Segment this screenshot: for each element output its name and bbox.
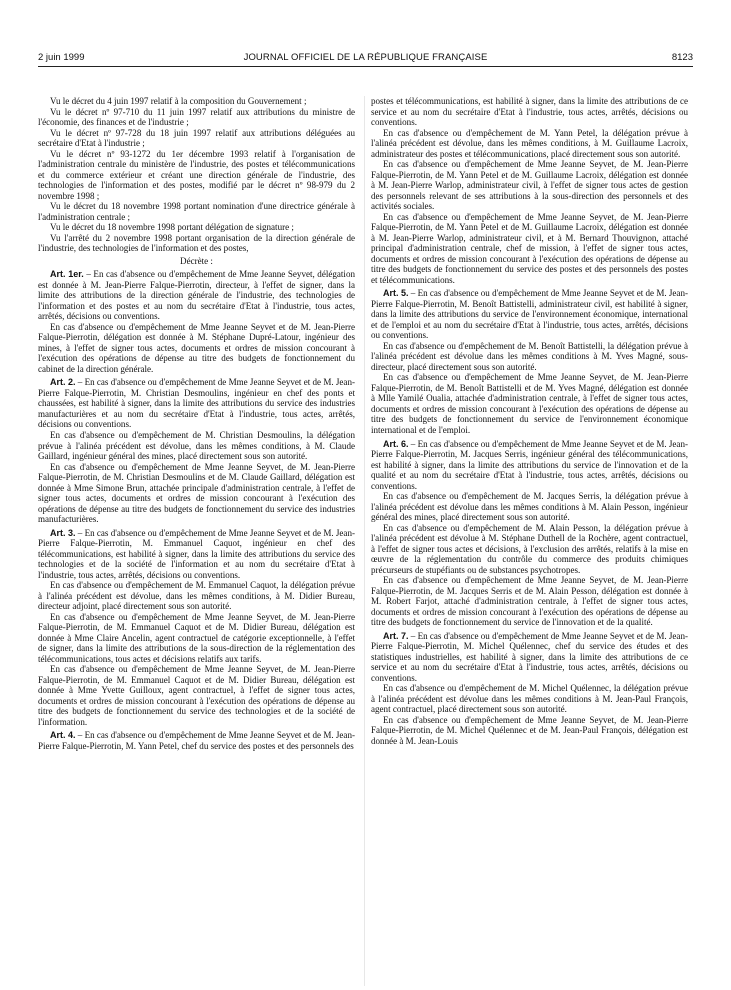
- article-label: Art. 7.: [383, 630, 409, 641]
- vu-paragraph: Vu le décret du 18 novembre 1998 portant délégation de signature ;: [50, 222, 294, 233]
- decrete-heading: Décrète :: [180, 255, 213, 266]
- article-text: – En cas d'absence ou d'empêchement de Mme Jeanne Seyvet et de M. Jean-Pierre Falque-Pierrotin, M. Michel Quélennec, chef du service des études et des statistiques industrielles, est habilité à signer, dans la limite des attributions de ce service et au nom du secrétaire d'Etat à l'industrie, tous actes, arrêtés, décisions ou conventions.: [371, 630, 688, 683]
- article-paragraph: En cas d'absence ou d'empêchement de Mme Jeanne Seyvet, de M. Jean-Pierre Falque-Pierrotin, de M. Benoît Battistelli et de M. Yves Magné, délégation est donnée à Mlle Yamilé Oualia, attachée d'administration centrale, à l'effet de signer tous actes, documents et ordres de mission concourant à l'exécution des opérations de dépense au titre des budgets de fonctionnement du service de l'environnement économique international et de l'emploi.: [371, 372, 688, 435]
- article-5: [371, 288, 688, 341]
- article-paragraph: En cas d'absence ou d'empêchement de Mme Jeanne Seyvet et de M. Jean-Pierre Falque-Pierrotin, délégation est donnée à M. Stéphane Dupré-Latour, ingénieur des mines, à l'effet de signer tous actes, documents et ordres de mission concourant à l'exécution des opérations de dépense au titre des budgets de fonctionnement du cabinet de la direction générale.: [38, 321, 355, 374]
- article-paragraph: En cas d'absence ou d'empêchement de M. Michel Quélennec, la délégation prévue à l'alinéa précédent est dévolue dans les mêmes conditions à M. Jean-Paul François, agent contractuel, placé directement sous son autorité.: [371, 683, 688, 715]
- article-6: [371, 439, 688, 492]
- article-text: – En cas d'absence ou d'empêchement de Mme Jeanne Seyvet et de M. Jean-Pierre Falque-Pierrotin, M. Yann Petel, chef du service des postes et des personnels des: [38, 730, 355, 751]
- article-paragraph: En cas d'absence ou d'empêchement de Mme Jeanne Seyvet, de M. Jean-Pierre Falque-Pierrotin, de M. Jacques Serris et de M. Alain Pesson, délégation est donnée à M. Robert Farjot, attaché d'administration centrale, à l'effet de signer tous actes, documents et ordres de mission concourant à l'exécution des opérations de dépense au titre des budgets de fonctionnement du service de l'innovation et de la qualité.: [371, 575, 688, 628]
- article-label: Art. 1er.: [50, 269, 84, 280]
- article-paragraph: En cas d'absence ou d'empêchement de M. Emmanuel Caquot, la délégation prévue à l'alinéa précédent est dévolue, dans les mêmes conditions, à M. Didier Bureau, directeur adjoint, placé directement sous son autorité.: [38, 580, 355, 612]
- header-date: 2 juin 1999: [38, 52, 85, 63]
- article-paragraph: En cas d'absence ou d'empêchement de Mme Jeanne Seyvet, de M. Jean-Pierre Falque-Pierrotin, de M. Yann Petel et de M. Guillaume Lacroix, délégation est donnée à M. Jean-Pierre Warlop, administrateur civil, et à M. Bernard Thouvignon, attaché principal d'administration centrale, chef de mission, à l'effet de signer tous actes, documents et ordres de mission concourant à l'exécution des opérations de dépense au titre des budgets de fonctionnement du service des postes et des personnels des postes et télécommunications.: [371, 211, 688, 285]
- right-column: [371, 96, 688, 988]
- journal-title: JOURNAL OFFICIEL DE LA RÉPUBLIQUE FRANÇAISE: [243, 52, 488, 63]
- article-text: – En cas d'absence ou d'empêchement de Mme Jeanne Seyvet et de M. Jean-Pierre Falque-Pierrotin, M. Benoît Battistelli, administrateur civil, est habilité à signer, dans la limite des attributions du service de l'environnement économique, international et de l'emploi et au nom du secrétaire d'Etat à l'industrie, tous actes, arrêtés, décisions ou conventions.: [371, 288, 688, 341]
- article-paragraph: En cas d'absence ou d'empêchement de M. Alain Pesson, la délégation prévue à l'alinéa précédent est dévolue à M. Stéphane Duthell de la Rochère, agent contractuel, à l'effet de signer tous actes et décisions, à l'exclusion des arrêtés, relatifs à la mise en œuvre de la réglementation du contrôle du commerce des produits chimiques précurseurs de stupéfiants ou de substances psychotropes.: [371, 522, 688, 575]
- vu-paragraph: Vu le décret du 4 juin 1997 relatif à la composition du Gouvernement ;: [50, 96, 307, 106]
- article-text: – En cas d'absence ou d'empêchement de Mme Jeanne Seyvet, délégation est donnée à M. Jean-Pierre Falque-Pierrotin, directeur, à l'effet de signer, dans la limite des attributions de la direction générale de l'industrie, des technologies de l'information et des postes et au nom du secrétaire d'Etat à l'industrie, tous actes, arrêtés, décisions ou conventions.: [38, 269, 355, 322]
- page-number: 8123: [671, 52, 693, 63]
- article-4: [38, 730, 355, 751]
- header-rule: [38, 66, 693, 67]
- article-paragraph: postes et télécommunications, est habilité à signer, dans la limite des attributions de ce service et au nom du secrétaire d'Etat à l'industrie, tous actes, arrêtés, décisions ou conventions.: [371, 96, 688, 128]
- article-paragraph: En cas d'absence ou d'empêchement de Mme Jeanne Seyvet, de M. Jean-Pierre Falque-Pierrotin, de M. Christian Desmoulins et de M. Claude Gaillard, délégation est donnée à Mme Simone Brun, attachée principale d'administration centrale, à l'effet de signer tous actes, documents et ordres de mission concourant à l'exécution des opérations de dépense au titre des budgets de fonctionnement du service des industries manufacturières.: [38, 461, 355, 525]
- article-paragraph: En cas d'absence ou d'empêchement de M. Jacques Serris, la délégation prévue à l'alinéa précédent est dévolue dans les mêmes conditions à M. Alain Pesson, ingénieur général des mines, placé directement sous son autorité.: [371, 491, 688, 523]
- article-1: [38, 269, 355, 322]
- left-column: [38, 96, 355, 988]
- article-label: Art. 5.: [383, 288, 409, 299]
- article-paragraph: En cas d'absence ou d'empêchement de Mme Jeanne Seyvet, de M. Jean-Pierre Falque-Pierrotin, de M. Michel Quélennec et de M. Jean-Paul François, délégation est donnée à M. Jean-Louis: [371, 714, 688, 746]
- article-paragraph: En cas d'absence ou d'empêchement de Mme Jeanne Seyvet, de M. Jean-Pierre Falque-Pierrotin, de M. Emmanuel Caquot et de M. Didier Bureau, délégation est donnée à Mme Claire Ancelin, agent contractuel de catégorie exceptionnelle, à l'effet de signer, dans la limite des attributions de la sous-direction de la réglementation des télécommunications, tous actes et décisions relatifs aux tarifs.: [38, 611, 355, 664]
- vu-paragraph: Vu le décret nº 97-728 du 18 juin 1997 relatif aux attributions déléguées au secrétaire d'Etat à l'industrie ;: [38, 127, 355, 149]
- article-paragraph: En cas d'absence ou d'empêchement de M. Christian Desmoulins, la délégation prévue à l'alinéa précédent est dévolue, dans les mêmes conditions, à M. Claude Gaillard, ingénieur général des mines, placé directement sous son autorité.: [38, 429, 355, 462]
- article-label: Art. 2.: [50, 377, 76, 388]
- article-7: [371, 631, 688, 684]
- column-divider: [364, 96, 365, 986]
- vu-paragraph: Vu le décret du 18 novembre 1998 portant nomination d'une directrice générale à l'administration centrale ;: [38, 201, 355, 222]
- article-text: – En cas d'absence ou d'empêchement de Mme Jeanne Seyvet et de M. Jean-Pierre Falque-Pierrotin, M. Jacques Serris, ingénieur général des télécommunications, est habilité à signer, dans la limite des attributions du service de l'innovation et de la qualité et au nom du secrétaire d'Etat à l'industrie, tous actes, arrêtés, décisions ou conventions.: [371, 438, 688, 491]
- article-paragraph: En cas d'absence ou d'empêchement de M. Benoît Battistelli, la délégation prévue à l'alinéa précédent est dévolue dans les mêmes conditions à M. Yves Magné, sous-directeur, placé directement sous son autorité.: [371, 340, 688, 372]
- article-paragraph: En cas d'absence ou d'empêchement de Mme Jeanne Seyvet, de M. Jean-Pierre Falque-Pierrotin, de M. Emmanuel Caquot et de M. Didier Bureau, délégation est donnée à Mme Yvette Guilloux, agent contractuel, à l'effet de signer tous actes, documents et ordres de mission concourant à l'exécution des opérations de dépense au titre des budgets de fonctionnement du service des technologies et de la société de l'information.: [38, 664, 355, 727]
- vu-paragraph: Vu le décret nº 93-1272 du 1er décembre 1993 relatif à l'organisation de l'administration centrale du ministère de l'industrie, des postes et télécommunications et du commerce extérieur et créant une direction générale de l'industrie, des technologies de l'information et des postes, modifié par le décret nº 98-979 du 2 novembre 1998 ;: [38, 148, 355, 201]
- vu-paragraph: Vu le décret nº 97-710 du 11 juin 1997 relatif aux attributions du ministre de l'économie, des finances et de l'industrie ;: [38, 106, 355, 128]
- article-text: – En cas d'absence ou d'empêchement de Mme Jeanne Seyvet et de M. Jean-Pierre Falque-Pierrotin, M. Emmanuel Caquot, ingénieur en chef des télécommunications, est habilité à signer, dans la limite des attributions du service des technologies et de la société de l'information et au nom du secrétaire d'Etat à l'industrie, tous actes, arrêtés, décisions ou conventions.: [38, 527, 355, 580]
- article-2: [38, 377, 355, 430]
- article-3: [38, 528, 355, 581]
- article-paragraph: En cas d'absence ou d'empêchement de M. Yann Petel, la délégation prévue à l'alinéa précédent est dévolue, dans les mêmes conditions, à M. Guillaume Lacroix, administrateur des postes et télécommunications, placé directement sous son autorité.: [371, 127, 688, 159]
- article-label: Art. 6.: [383, 438, 409, 449]
- article-paragraph: En cas d'absence ou d'empêchement de Mme Jeanne Seyvet, de M. Jean-Pierre Falque-Pierrotin, de M. Yann Petel et de M. Guillaume Lacroix, délégation est donnée à M. Jean-Pierre Warlop, administrateur civil, à l'effet de signer tous actes de gestion des personnels relevant de ses attributions à la sous-direction des personnels et des activités sociales.: [371, 159, 688, 212]
- vu-paragraph: Vu l'arrêté du 2 novembre 1998 portant organisation de la direction générale de l'industrie, des technologies de l'information et des postes,: [38, 232, 355, 254]
- article-text: – En cas d'absence ou d'empêchement de Mme Jeanne Seyvet et de M. Jean-Pierre Falque-Pierrotin, M. Christian Desmoulins, ingénieur en chef des ponts et chaussées, est habilité à signer, dans la limite des attributions du service des industries manufacturières et au nom du secrétaire d'Etat à l'industrie, tous actes, arrêtés, décisions ou conventions.: [38, 377, 355, 430]
- article-label: Art. 3.: [50, 527, 76, 538]
- article-label: Art. 4.: [50, 730, 76, 741]
